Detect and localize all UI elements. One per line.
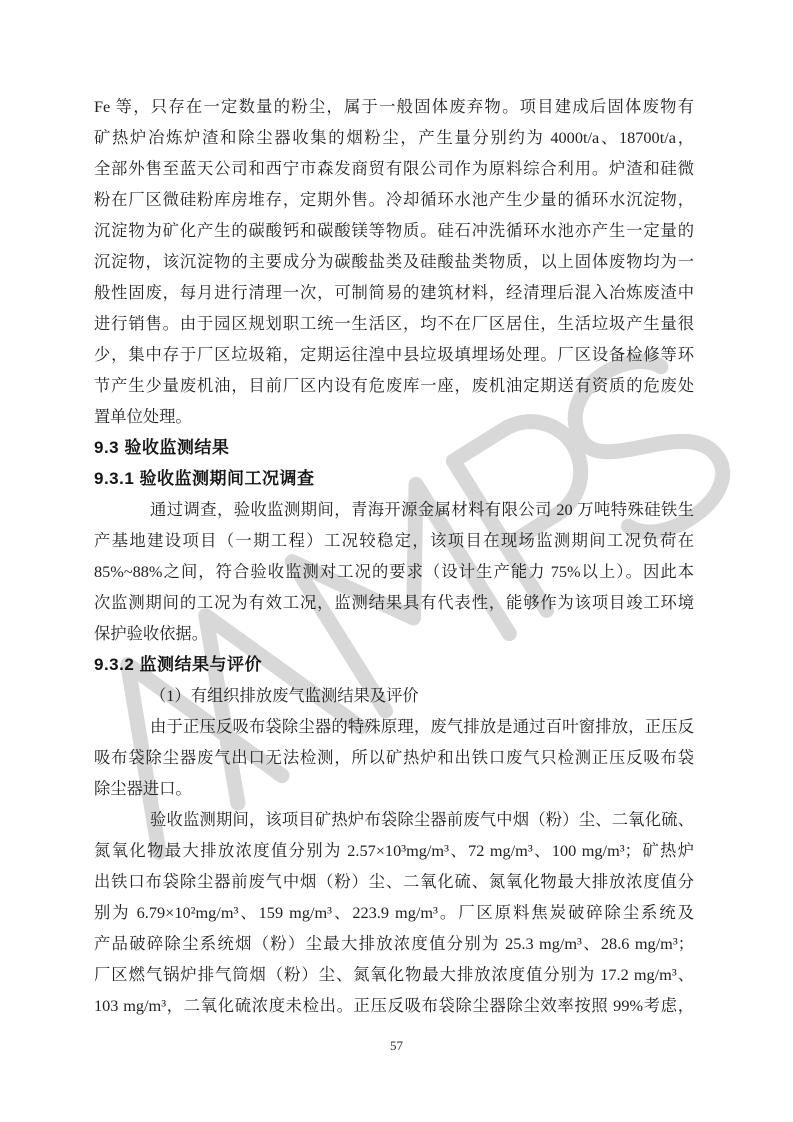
text-line: （1）有组织排放废气监测结果及评价 <box>150 686 419 705</box>
text-line: 矿热炉冶炼炉渣和除尘器收集的烟粉尘，产生量分别约为 4000t/a、18700t/a， <box>94 128 694 147</box>
text-line: 产基地建设项目（一期工程）工况较稳定，该项目在现场监测期间工况负荷在 <box>94 531 694 550</box>
text-line: 厂区燃气锅炉排气筒烟（粉）尘、氮氧化物最大排放浓度值分别为 17.2 mg/m³、 <box>94 965 694 984</box>
text-line: 85%~88%之间，符合验收监测对工况的要求（设计生产能力 75%以上）。因此本 <box>94 562 694 581</box>
text-line: 般性固废，每月进行清理一次，可制简易的建筑材料，经清理后混入冶炼废渣中 <box>94 283 694 302</box>
page-number: 57 <box>390 1038 403 1053</box>
text-line: 进行销售。由于园区规划职工统一生活区，均不在厂区居住，生活垃圾产生量很 <box>94 314 694 333</box>
text-line: 次监测期间的工况为有效工况，监测结果具有代表性，能够作为该项目竣工环境 <box>94 593 694 612</box>
text-line: Fe 等，只存在一定数量的粉尘，属于一般固体废弃物。项目建成后固体废物有 <box>94 97 694 116</box>
paragraph <box>94 711 694 804</box>
page-body <box>94 91 694 1021</box>
section-heading: 9.3.2 监测结果与评价 <box>94 655 263 674</box>
text-line: 节产生少量废机油，目前厂区内设有危废库一座，废机油定期送有资质的危废处 <box>94 376 694 395</box>
text-line: 出铁口布袋除尘器前废气中烟（粉）尘、二氧化硫、氮氧化物最大排放浓度值分 <box>94 872 694 891</box>
text-line: 少，集中存于厂区垃圾箱，定期运往湟中县垃圾填埋场处理。厂区设备检修等环 <box>94 345 694 364</box>
text-line: 氮氧化物最大排放浓度值分别为 2.57×10³mg/m³、72 mg/m³、100 mg/m³；矿热炉 <box>94 841 694 860</box>
text-line: 由于正压反吸布袋除尘器的特殊原理，废气排放是通过百叶窗排放，正压反 <box>150 717 694 736</box>
text-line: 保护验收依据。 <box>94 624 208 643</box>
text-line: 沉淀物，该沉淀物的主要成分为碳酸盐类及硅酸盐类物质，以上固体废物均为一 <box>94 252 694 271</box>
text-line: 别为 6.79×10²mg/m³、159 mg/m³、223.9 mg/m³。厂区原料焦炭破碎除尘系统及 <box>94 903 694 922</box>
text-line: 除尘器进口。 <box>94 779 192 798</box>
text-line: 全部外售至蓝天公司和西宁市森发商贸有限公司作为原料综合利用。炉渣和硅微 <box>94 159 694 178</box>
text-line: 粉在厂区微硅粉库房堆存，定期外售。冷却循环水池产生少量的循环水沉淀物， <box>94 190 694 209</box>
text-line: 吸布袋除尘器废气出口无法检测，所以矿热炉和出铁口废气只检测正压反吸布袋 <box>94 748 694 767</box>
section-heading: 9.3.1 验收监测期间工况调查 <box>94 469 315 488</box>
paragraph <box>94 494 694 649</box>
section-heading: 9.3 验收监测结果 <box>94 438 230 457</box>
paragraph <box>94 680 694 711</box>
text-line: 沉淀物为矿化产生的碳酸钙和碳酸镁等物质。硅石冲洗循环水池亦产生一定量的 <box>94 221 694 240</box>
text-line: 产品破碎除尘系统烟（粉）尘最大排放浓度值分别为 25.3 mg/m³、28.6 mg/m³； <box>94 934 694 953</box>
text-line: 103 mg/m³，二氧化硫浓度未检出。正压反吸布袋除尘器除尘效率按照 99%考虑， <box>94 996 694 1015</box>
text-line: 通过调查，验收监测期间，青海开源金属材料有限公司 20 万吨特殊硅铁生 <box>150 500 694 519</box>
text-line: 验收监测期间，该项目矿热炉布袋除尘器前废气中烟（粉）尘、二氧化硫、 <box>150 810 694 829</box>
paragraph <box>94 91 694 432</box>
text-line: 置单位处理。 <box>94 407 192 426</box>
paragraph <box>94 804 694 1021</box>
